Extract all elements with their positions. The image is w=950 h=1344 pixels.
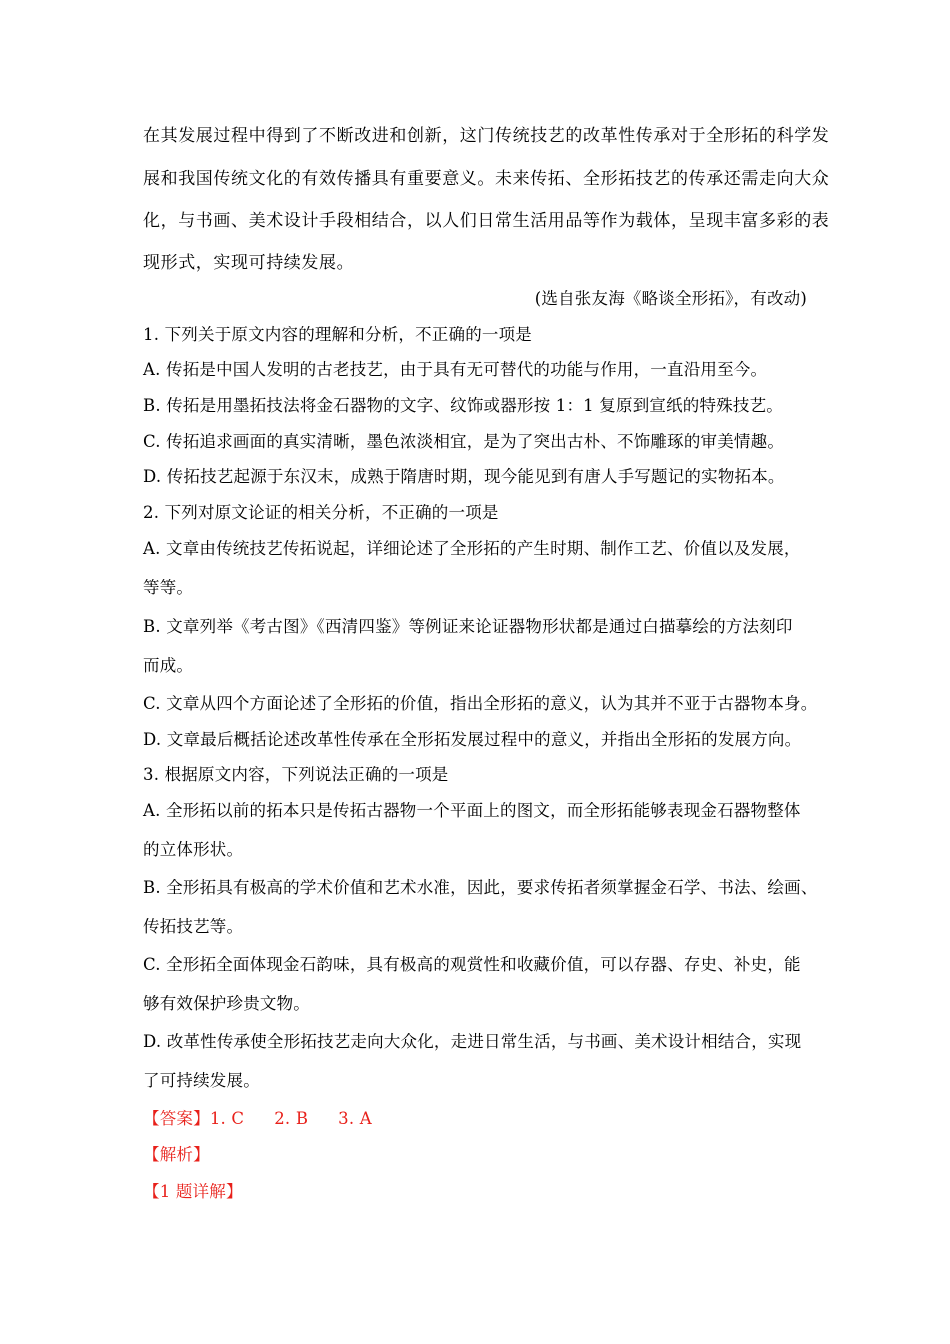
- answer-item: 2. B: [274, 1109, 309, 1128]
- question-stem: 3. 根据原文内容，下列说法正确的一项是: [143, 765, 449, 784]
- option-line: D. 文章最后概括论述改革性传承在全形拓发展过程中的意义，并指出全形拓的发展方向。: [143, 730, 802, 749]
- passage-line: 现形式，实现可持续发展。: [143, 253, 355, 273]
- question-stem: 1. 下列关于原文内容的理解和分析，不正确的一项是: [143, 325, 532, 344]
- answer-item: 1. C: [209, 1109, 245, 1128]
- analysis-label: 【解析】: [143, 1145, 210, 1164]
- option-line: A. 文章由传统技艺传拓说起，详细论述了全形拓的产生时期、制作工艺、价值以及发展，: [143, 539, 801, 558]
- source-citation: (选自张友海《略谈全形拓》，有改动): [534, 289, 807, 308]
- option-line: A. 传拓是中国人发明的古老技艺，由于具有无可替代的功能与作用，一直沿用至今。: [143, 360, 768, 379]
- detail-label: 【1 题详解】: [143, 1182, 243, 1201]
- option-line: C. 文章从四个方面论述了全形拓的价值，指出全形拓的意义，认为其并不亚于古器物本身。: [143, 694, 818, 713]
- option-line: B. 传拓是用墨拓技法将金石器物的文字、纹饰或器形按 1：1 复原到宣纸的特殊技艺。: [143, 396, 784, 415]
- option-line: C. 传拓追求画面的真实清晰，墨色浓淡相宜，是为了突出古朴、不饰雕琢的审美情趣。: [143, 432, 785, 451]
- option-line: C. 全形拓全面体现金石韵味，具有极高的观赏性和收藏价值，可以存器、存史、补史，能: [143, 955, 801, 974]
- option-line-continued: 而成。: [143, 656, 194, 675]
- option-line: B. 全形拓具有极高的学术价值和艺术水准，因此，要求传拓者须掌握金石学、书法、绘画、: [143, 878, 818, 897]
- answer-label: 【答案】: [143, 1109, 210, 1128]
- option-line-continued: 了可持续发展。: [143, 1071, 260, 1090]
- answer-item: 3. A: [338, 1109, 372, 1128]
- option-line-continued: 的立体形状。: [143, 840, 244, 859]
- option-line-continued: 传拓技艺等。: [143, 917, 244, 936]
- passage-line: 在其发展过程中得到了不断改进和创新，这门传统技艺的改革性传承对于全形拓的科学发: [143, 126, 830, 146]
- option-line-continued: 够有效保护珍贵文物。: [143, 994, 310, 1013]
- option-line-continued: 等等。: [143, 578, 194, 597]
- passage-line: 化，与书画、美术设计手段相结合，以人们日常生活用品等作为载体，呈现丰富多彩的表: [143, 211, 830, 231]
- option-line: D. 改革性传承使全形拓技艺走向大众化，走进日常生活，与书画、美术设计相结合，实现: [143, 1032, 802, 1051]
- passage-line: 展和我国传统文化的有效传播具有重要意义。未来传拓、全形拓技艺的传承还需走向大众: [143, 169, 830, 189]
- answer-line: [143, 1109, 823, 1129]
- question-stem: 2. 下列对原文论证的相关分析，不正确的一项是: [143, 503, 499, 522]
- option-line: D. 传拓技艺起源于东汉末，成熟于隋唐时期，现今能见到有唐人手写题记的实物拓本。: [143, 467, 785, 486]
- option-line: A. 全形拓以前的拓本只是传拓古器物一个平面上的图文，而全形拓能够表现金石器物整体: [143, 801, 801, 820]
- option-line: B. 文章列举《考古图》《西清四鉴》等例证来论证器物形状都是通过白描摹绘的方法刻印: [143, 617, 793, 636]
